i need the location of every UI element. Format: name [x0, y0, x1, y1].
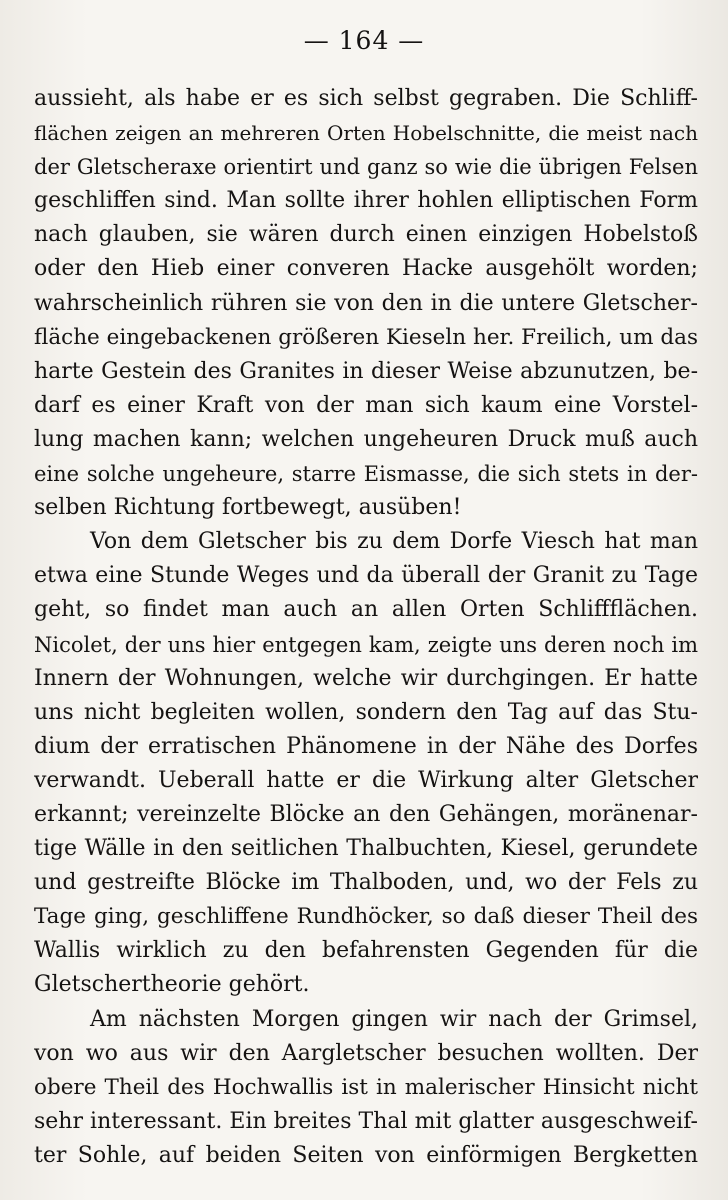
paragraph-end-line: Gletschertheorie gehört.	[34, 972, 310, 998]
text-line: tige Wälle in den seitlichen Thalbuchten, Kiesel, gerundete	[34, 836, 698, 862]
text-line: Tage ging, geschliffene Rundhöcker, so daß dieser Theil des	[34, 904, 698, 930]
text-line: nach glauben, sie wären durch einen einzigen Hobelstoß	[34, 222, 698, 248]
text-line: Nicolet, der uns hier entgegen kam, zeigte uns deren noch im	[34, 632, 698, 657]
text-line: oder den Hieb einer converen Hacke ausgehölt worden;	[34, 256, 698, 282]
text-line: erkannt; vereinzelte Blöcke an den Gehängen, moränenar-	[34, 801, 698, 827]
paragraph-end-line: selben Richtung fortbewegt, ausüben!	[34, 495, 462, 521]
paragraph-start-line: Von dem Gletscher bis zu dem Dorfe Viesch hat man	[90, 529, 698, 555]
text-line: lung machen kann; welchen ungeheuren Druck muß auch	[34, 426, 698, 452]
text-line: obere Theil des Hochwallis ist in malerischer Hinsicht nicht	[34, 1074, 698, 1100]
text-line: eine solche ungeheure, starre Eismasse, die sich stets in der-	[34, 462, 698, 487]
text-line: flächen zeigen an mehreren Orten Hobelschnitte, die meist nach	[34, 121, 698, 146]
text-line: geschliffen sind. Man sollte ihrer hohlen elliptischen Form	[34, 188, 698, 214]
text-line: fläche eingebackenen größeren Kieseln her. Freilich, um das	[34, 324, 698, 350]
page-number-header: — 164 —	[303, 26, 425, 55]
text-line: geht, so findet man auch an allen Orten Schliffflächen.	[34, 597, 698, 623]
text-line: Innern der Wohnungen, welche wir durchgingen. Er hatte	[34, 665, 698, 691]
text-line: dium der erratischen Phänomene in der Nähe des Dorfes	[34, 733, 698, 759]
text-line: und gestreifte Blöcke im Thalboden, und, wo der Fels zu	[34, 870, 698, 896]
text-line: Wallis wirklich zu den befahrensten Gegenden für die	[34, 938, 698, 964]
text-line: ter Sohle, auf beiden Seiten von einförmigen Bergketten	[34, 1142, 698, 1168]
text-line: etwa eine Stunde Weges und da überall der Granit zu Tage	[34, 563, 698, 589]
text-line: sehr interessant. Ein breites Thal mit glatter ausgeschweif-	[34, 1108, 698, 1134]
text-line: der Gletscheraxe orientirt und ganz so wie die übrigen Felsen	[34, 155, 698, 180]
text-line: harte Gestein des Granites in dieser Weise abzunutzen, be-	[34, 358, 698, 384]
text-line: von wo aus wir den Aargletscher besuchen wollten. Der	[34, 1040, 698, 1066]
text-line: aussieht, als habe er es sich selbst gegraben. Die Schliff-	[34, 86, 698, 111]
text-line: darf es einer Kraft von der man sich kaum eine Vorstel-	[34, 392, 698, 418]
paragraph-start-line: Am nächsten Morgen gingen wir nach der Grimsel,	[90, 1006, 698, 1032]
text-line: verwandt. Ueberall hatte er die Wirkung alter Gletscher	[34, 767, 698, 793]
text-line: wahrscheinlich rühren sie von den in die untere Gletscher-	[34, 290, 698, 316]
body-text	[34, 82, 698, 1173]
text-line: uns nicht begleiten wollen, sondern den Tag auf das Stu-	[34, 699, 698, 725]
